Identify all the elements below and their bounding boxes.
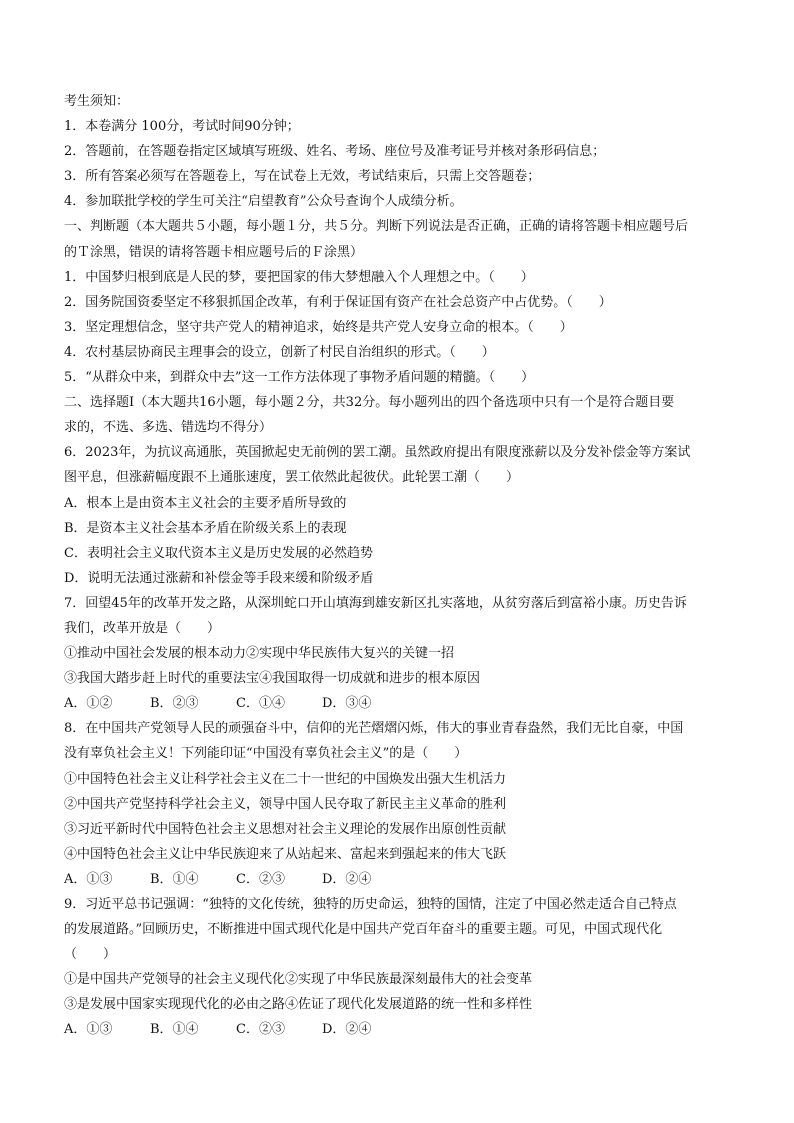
answer-option-c: C．表明社会主义取代资本主义是历史发展的必然趋势 (64, 545, 373, 561)
question-stem: 8．在中国共产党领导人民的顽强奋斗中，信仰的光芒熠熠闪烁，伟大的事业青春盎然，我们无比自豪，中国 (64, 721, 684, 737)
answer-option-b: B．①④ (150, 1022, 199, 1038)
question-stem: 的发展道路。”回顾历史，不断推进中国式现代化是中国共产党百年奋斗的重要主题。可见，中国式现代化 (64, 922, 663, 938)
answer-option-a: A．①③ (64, 1022, 113, 1038)
section-header: 二、选择题Ⅰ（本大题共16小题，每小题２分，共32分。每小题列出的四个备选项中只有一个是符合题目要 (64, 395, 675, 411)
question-statement: ③习近平新时代中国特色社会主义思想对社会主义理论的发展作出原创性贡献 (64, 821, 507, 837)
question-9 (64, 892, 736, 1043)
notice-item: 1．本卷满分 100分，考试时间90分钟； (64, 119, 300, 135)
notice-section (64, 89, 736, 214)
judgment-question: 3．坚定理想信念，坚守共产党人的精神追求，始终是共产党人安身立命的根本。（ ） (64, 319, 573, 335)
answer-option-c: C．①④ (236, 696, 285, 712)
question-statement: ②中国共产党坚持科学社会主义，领导中国人民夺取了新民主主义革命的胜利 (64, 796, 507, 812)
answer-option-c: C．②③ (236, 1022, 285, 1038)
answer-option-d: D．②④ (322, 871, 372, 887)
answer-option-d: D．③④ (322, 696, 372, 712)
notice-item: 2．答题前，在答题卷指定区域填写班级、姓名、考场、座位号及准考证号并核对条形码信息； (64, 144, 606, 160)
judgment-question: 2．国务院国资委坚定不移狠抓国企改革，有利于保证国有资产在社会总资产中占优势。（ ） (64, 294, 612, 310)
section-header: 一、判断题（本大题共５小题，每小题１分，共５分。判断下列说法是否正确，正确的请将答题卡相应题号后 (64, 219, 689, 235)
judgment-question: 1．中国梦归根到底是人民的梦，要把国家的伟大梦想融入个人理想之中。（ ） (64, 269, 534, 285)
answer-option-b: B．②③ (150, 696, 199, 712)
question-stem: 9．习近平总书记强调：“独特的文化传统，独特的历史命运，独特的国情，注定了中国必然走适合自己特点 (64, 897, 677, 912)
question-8 (64, 716, 736, 892)
answer-options (64, 691, 736, 716)
choice-section (64, 390, 736, 1042)
notice-title: 考生须知： (64, 94, 130, 109)
question-6 (64, 440, 736, 591)
question-statement: ①是中国共产党领导的社会主义现代化②实现了中华民族最深刻最伟大的社会变革 (64, 972, 533, 988)
judgment-question: 4．农村基层协商民主理事会的设立，创新了村民自治组织的形式。（ ） (64, 344, 495, 360)
notice-item: 3．所有答案必须写在答题卷上，写在试卷上无效，考试结束后，只需上交答题卷； (64, 169, 541, 185)
answer-option-c: C．②③ (236, 871, 285, 887)
question-statement: ①中国特色社会主义让科学社会主义在二十一世纪的中国焕发出强大生机活力 (64, 771, 507, 787)
judgment-question: 5．“从群众中来，到群众中去”这一工作方法体现了事物矛盾问题的精髓。（ ） (64, 370, 535, 386)
question-stem: 没有辜负社会主义！下列能印证“中国没有辜负社会主义”的是（ ） (64, 746, 468, 762)
question-stem: （ ） (64, 947, 117, 963)
question-stem: 6．2023年，为抗议高通胀，英国掀起史无前例的罢工潮。虽然政府提出有限度涨薪以及分发补偿金等方案试 (64, 445, 691, 461)
question-7 (64, 591, 736, 716)
question-stem: 图平息，但涨薪幅度跟不上通胀速度，罢工依然此起彼伏。此轮罢工潮（ ） (64, 470, 520, 486)
exam-page (64, 89, 736, 1043)
question-stem: 7．回望45年的改革开发之路，从深圳蛇口开山填海到雄安新区扎实落地，从贫穷落后到富裕小康。历史告诉 (64, 595, 687, 611)
question-statement: ③我国大踏步赶上时代的重要法宝④我国取得一切成就和进步的根本原因 (64, 671, 481, 687)
question-statement: ①推动中国社会发展的根本动力②实现中华民族伟大复兴的关键一招 (64, 646, 455, 662)
answer-option-b: B．①④ (150, 871, 199, 887)
judgment-section (64, 214, 736, 390)
question-statement: ④中国特色社会主义让中华民族迎来了从站起来、富起来到强起来的伟大飞跃 (64, 846, 507, 862)
answer-option-d: D．②④ (322, 1022, 372, 1038)
notice-item: 4．参加联批学校的学生可关注“启望教育”公众号查询个人成绩分析。 (64, 194, 463, 210)
answer-option-d: D．说明无法通过涨薪和补偿金等手段来缓和阶级矛盾 (64, 570, 374, 586)
section-header: 求的，不选、多选、错选均不得分） (64, 420, 273, 436)
answer-option-a: A．根本上是由资本主义社会的主要矛盾所导致的 (64, 495, 347, 511)
answer-option-a: A．①② (64, 696, 113, 712)
answer-option-a: A．①③ (64, 871, 113, 887)
answer-option-b: B．是资本主义社会基本矛盾在阶级关系上的表现 (64, 520, 347, 536)
answer-options (64, 867, 736, 892)
answer-options (64, 1017, 736, 1042)
section-header: 的Ｔ涂黑，错误的请将答题卡相应题号后的Ｆ涂黑） (64, 244, 364, 260)
question-stem: 我们，改革开放是（ ） (64, 620, 221, 636)
question-statement: ③是发展中国家实现现代化的必由之路④佐证了现代化发展道路的统一性和多样性 (64, 997, 533, 1013)
